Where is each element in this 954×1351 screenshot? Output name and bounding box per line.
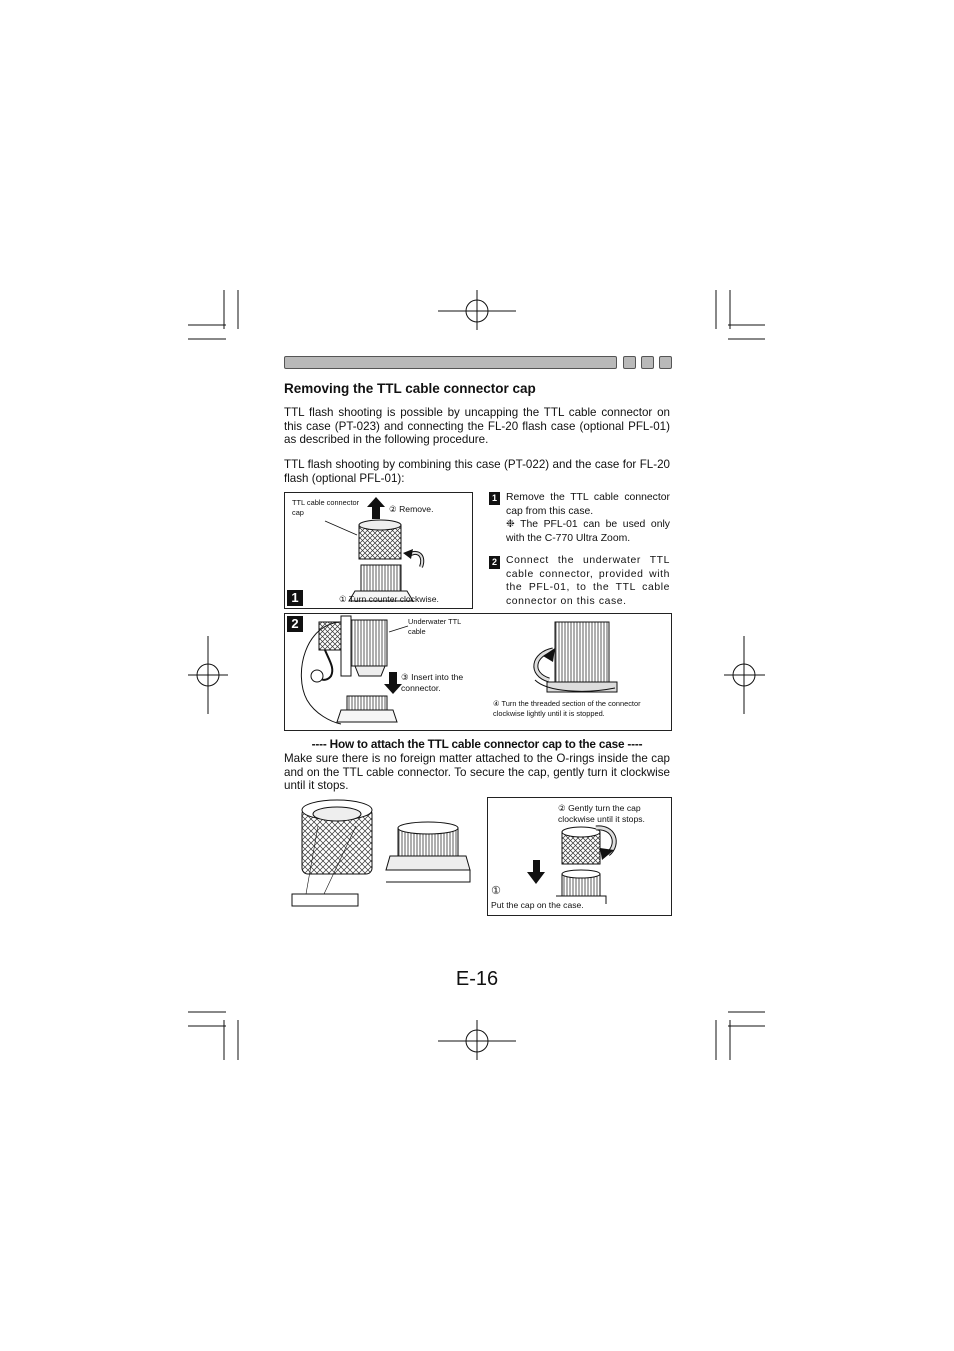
- step-number: 1: [489, 492, 500, 505]
- intro-paragraph: TTL flash shooting is possible by uncapping the TTL cable connector on this case (PT-023) and connecting the FL-20 flash case (optional PFL-01) as described in the following procedure.: [284, 406, 670, 447]
- label-connector-cap: TTL cable connector cap: [292, 498, 360, 517]
- header-square: [641, 356, 654, 369]
- figure-3-illustration: [284, 798, 484, 913]
- label-turn-counter: ① Turn counter clockwise.: [339, 594, 439, 604]
- intro-paragraph-2: TTL flash shooting by combining this case (PT-022) and the case for FL-20 flash (optional PFL-01):: [284, 458, 670, 485]
- label-underwater-cable: Underwater TTL cable: [408, 617, 461, 636]
- label-put-cap: Put the cap on the case.: [491, 900, 584, 910]
- attach-heading: ---- How to attach the TTL cable connector cap to the case ----: [311, 737, 643, 751]
- label-remove: ② Remove.: [389, 504, 434, 514]
- figure-2-box: [284, 613, 672, 731]
- step-2-text: Connect the underwater TTL cable connector, provided with the PFL-01, to the TTL cable connector on this case.: [506, 555, 670, 607]
- figure-step-number: 1: [287, 590, 303, 606]
- header-square: [623, 356, 636, 369]
- attach-paragraph: Make sure there is no foreign matter attached to the O-rings inside the cap and on the TTL cable connector. To secure the cap, gently turn it clockwise until it stops.: [284, 752, 670, 793]
- step-number: 2: [489, 556, 500, 569]
- label-turn-threaded: ④ Turn the threaded section of the connector clockwise lightly until it is stopped.: [493, 699, 641, 718]
- step-1-text: Remove the TTL cable connector cap from this case.: [506, 492, 670, 517]
- figure-1-box: [284, 492, 473, 609]
- figure-3-box: [487, 797, 672, 916]
- header-square: [659, 356, 672, 369]
- section-title: Removing the TTL cable connector cap: [284, 381, 536, 396]
- step-1-note: ❉ The PFL-01 can be used only with the C-770 Ultra Zoom.: [506, 519, 670, 544]
- label-gently-turn: ② Gently turn the cap clockwise until it stops.: [558, 803, 645, 824]
- label-step-one: ①: [491, 885, 501, 897]
- figure-step-number: 2: [287, 616, 303, 632]
- header-bar: [284, 356, 617, 369]
- page-number: E-16: [455, 968, 499, 990]
- label-insert: ③ Insert into the connector.: [401, 672, 464, 693]
